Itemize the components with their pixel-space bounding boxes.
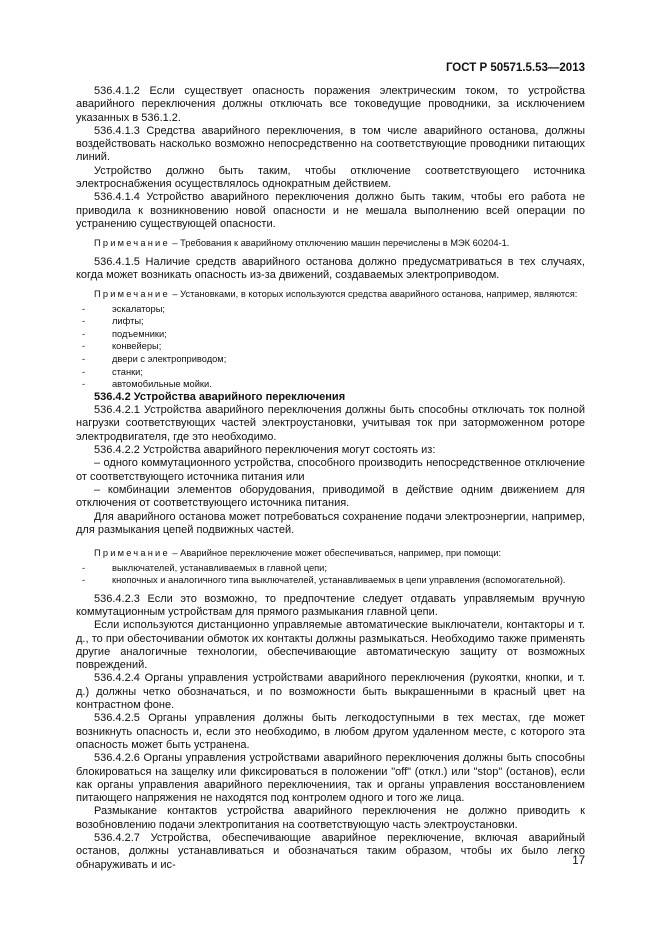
note-list	[76, 562, 585, 587]
paragraph: 536.4.2.4 Органы управления устройствами аварийного переключения (рукоятки, кнопки, и т. д.) должны четко обозначаться, и по возможности быть выкрашенными в красный цвет на контрастном фоне.	[76, 672, 585, 712]
note-label: Примечание	[94, 238, 170, 249]
note-text: – Аварийное переключение может обеспечиваться, например, при помощи:	[169, 548, 502, 559]
paragraph: 536.4.2.5 Органы управления должны быть легкодоступными в тех местах, где может возникнуть опасность и, если это необходимо, в любом другом удаленном месте, с которого эта опасность может быть устранена.	[76, 712, 585, 751]
document-id-header: ГОСТ Р 50571.5.53—2013	[445, 62, 585, 74]
paragraph: – одного коммутационного устройства, способного производить непосредственное отключение от соответствующего источника питания или	[76, 457, 585, 483]
paragraph: 536.4.1.3 Средства аварийного переключения, в том числе аварийного останова, должны воздействовать насколько возможно непосредственно на соответствующие проводники питающих линий.	[76, 124, 585, 164]
note	[76, 547, 585, 559]
note	[76, 288, 585, 300]
list-item: - выключателей, устанавливаемых в главной цепи;	[76, 562, 585, 575]
section-heading: 536.4.2 Устройства аварийного переключения	[94, 390, 346, 403]
list-item: - эскалаторы;	[76, 303, 585, 316]
paragraph: – комбинации элементов оборудования, приводимой в действие одним движением для отключения от соответствующего источника питания.	[76, 483, 585, 510]
paragraph: Если используются дистанционно управляемые автоматические выключатели, контакторы и т. д., то при обесточивании обмоток их контакты должны размыкаться. Необходимо также применять другие аналогичные технологии, обеспечивающие автоматическую защиту от возможных повреждений.	[76, 619, 585, 672]
note-text: – Установками, в которых используются средства аварийного останова, например, являются:	[169, 289, 578, 300]
list-item: - кнопочных и аналогичного типа выключателей, устанавливаемых в цепи управления (вспомогательной).	[76, 574, 585, 587]
list-item: - станки;	[76, 366, 585, 379]
page-number: 17	[572, 855, 585, 867]
note-label: Примечание	[94, 548, 170, 559]
paragraph: Для аварийного останова может потребоваться сохранение подачи электроэнергии, например, для размыкания цепей подвижных частей.	[76, 510, 585, 536]
paragraph: 536.4.2.1 Устройства аварийного переключения должны быть способны отключать ток полной нагрузки соответствующих частей электроустановки, учитывая ток при заторможенном роторе электродвигателя, где это необходимо.	[76, 404, 585, 443]
paragraph: Устройство должно быть таким, чтобы отключение соответствующего источника электроснабжения осуществлялось однократным действием.	[76, 164, 585, 191]
page-body	[76, 85, 585, 872]
paragraph: 536.4.2.2 Устройства аварийного переключения могут состоять из:	[94, 444, 436, 457]
note-list	[76, 303, 585, 391]
paragraph: 536.4.2.6 Органы управления устройствами аварийного переключения должны быть способны блокироваться на защелку или фиксироваться в положении "off" (откл.) или "stop" (останов), если как органы управления аварийного переключениия, так и органы управления восстановлением питающего напряжения не находятся под контролем одного и того же лица.	[76, 752, 585, 805]
note-text: – Требования к аварийному отключению машин перечислены в МЭК 60204-1.	[169, 238, 510, 249]
list-item: - конвейеры;	[76, 340, 585, 353]
paragraph: 536.4.1.2 Если существует опасность поражения электрическим током, то устройства аварийного переключения должны отключать все токоведущие проводники, за исключением указанных в 536.1.2.	[76, 85, 585, 124]
list-item: - лифты;	[76, 315, 585, 328]
note-label: Примечание	[94, 289, 170, 300]
paragraph: 536.4.1.5 Наличие средств аварийного останова должно предусматриваться в тех случаях, когда может возникать опасность из-за движений, создаваемых электроприводом.	[76, 255, 585, 281]
list-item: - автомобильные мойки.	[76, 378, 585, 391]
list-item: - подъемники;	[76, 328, 585, 341]
paragraph: 536.4.1.4 Устройство аварийного переключения должно быть таким, чтобы его работа не приводила к возникновению новой опасности и не мешала выполнению всей операции по устранению существующей опасности.	[76, 191, 585, 230]
paragraph: 536.4.2.3 Если это возможно, то предпочтение следует отдавать управляемым вручную коммутационным устройствам для прямого размыкания главной цепи.	[76, 592, 585, 618]
list-item: - двери с электроприводом;	[76, 353, 585, 366]
paragraph: Размыкание контактов устройства аварийного переключения не должно приводить к возобновлению подачи электропитания на соответствующую часть электроустановки.	[76, 805, 585, 831]
paragraph: 536.4.2.7 Устройства, обеспечивающие аварийное переключение, включая аварийный останов, должны устанавливаться и обозначаться таким образом, чтобы их было легко обнаруживать и ис-	[76, 832, 585, 871]
note	[76, 237, 585, 249]
